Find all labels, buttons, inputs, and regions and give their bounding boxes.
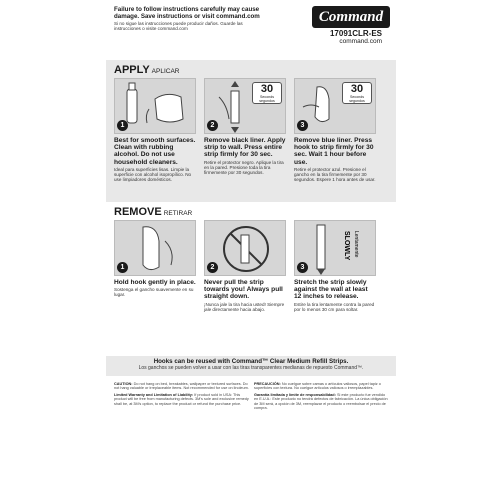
step-text: Remove black liner. Apply strip to wall. Press entire strip firmly for 30 sec.: [204, 137, 286, 159]
fine-print-english: CAUTION: Do not hang on bed, breakables, wallpaper or textured surfaces. Do not hang valuable or irreplaceable items. Not recommended for use on linoleum. Limited Warranty and Limitation of Liability: If product sold in USA: This product will be free from manufacturing defects. 3M's sole and exclusive remedy shall be, at 3M's option, to replace the product or refund the purchase price.: [114, 382, 249, 406]
apply-step-3: [294, 78, 376, 182]
step-text: Never pull the strip towards you! Always pull straight down.: [204, 279, 283, 301]
website: command.com: [339, 38, 382, 45]
apply-section: [106, 60, 396, 202]
instruction-card: [106, 0, 396, 500]
press-hook-illustration: [294, 78, 376, 134]
step-text: Remove blue liner. Press hook to strip firmly for 30 sec. Wait 1 hour before use.: [294, 137, 374, 166]
slowly-label-spanish: Lentamente: [353, 231, 359, 258]
step-number: 2: [207, 262, 218, 273]
timer-badge: 30 Seconds segundos: [342, 82, 372, 104]
press-strip-illustration: [204, 78, 286, 134]
step-number: 1: [117, 120, 128, 131]
command-logo: Command: [312, 6, 390, 28]
remove-title: REMOVE RETIRAR: [114, 206, 193, 218]
step-text-spanish: Retire el protector azul. Presione el gancho en la tira firmemente por 30 segundos. Espere 1 hora antes de usar.: [294, 166, 376, 183]
fine-print-spanish: PRECAUCIÓN: No cuelgue sobre camas o artículos valiosos, papel tapiz o superficies con textura. No cuelgue artículos valiosos o irremplazables. Garantía limitada y límite de responsabilidad: Si este producto fue vendido en E.U.A.: Este producto no tendrá defectos de fabricación. La única obligación de 3M será, a opción de 3M, reemplazar el producto o reembolsar el precio de compra.: [254, 382, 388, 411]
step-number: 3: [297, 120, 308, 131]
reuse-text: Hooks can be reused with Command™ Clear Medium Refill Strips.: [153, 358, 349, 365]
remove-section: [106, 202, 396, 354]
step-text-spanish: Sostenga el gancho suavemente en su lugar.: [114, 287, 194, 298]
step-text-spanish: Ideal para superficies lisas. Limpie la superficie con alcohol isopropílico. No use limpiadores domésticos.: [114, 166, 192, 183]
remove-step-3: [294, 220, 376, 312]
reuse-text-spanish: Los ganchos se pueden volver a usar con las tiras transparentes medianas de repuesto Command™.: [138, 365, 364, 371]
timer-badge: 30 Seconds segundos: [252, 82, 282, 104]
step-text: Hold hook gently in place.: [114, 279, 196, 286]
remove-step-1: [114, 220, 196, 298]
step-number: 3: [297, 262, 308, 273]
apply-step-1: [114, 78, 196, 182]
apply-step-2: [204, 78, 286, 175]
step-text: Stretch the strip slowly against the wall at least 12 inches to release.: [294, 279, 368, 301]
reuse-banner: [106, 356, 396, 376]
remove-step-2: [204, 220, 286, 312]
do-not-pull-illustration: [204, 220, 286, 276]
step-text: Best for smooth surfaces. Clean with rubbing alcohol. Do not use household cleaners.: [114, 137, 196, 166]
warning-text-spanish: Si no sigue las instrucciones puede producir daños. Guarde las instrucciones o visite command.com: [114, 21, 243, 32]
alcohol-wipe-illustration: [114, 78, 196, 134]
warning-text: Failure to follow instructions carefully may cause damage. Save instructions or visit command.com: [114, 6, 260, 20]
header: [114, 6, 390, 58]
product-code: 17091CLR-ES: [329, 29, 382, 38]
apply-title: APPLY APLICAR: [114, 64, 180, 76]
step-number: 1: [117, 262, 128, 273]
hold-hook-illustration: [114, 220, 196, 276]
slowly-label: SLOWLY: [343, 231, 350, 261]
step-text-spanish: Retire el protector negro. Aplique la tira en la pared. Presione toda la tira firmemente por 30 segundos.: [204, 159, 284, 176]
step-text-spanish: ¡Nunca jale la tira hacia usted! Siempre jale directamente hacia abajo.: [204, 301, 285, 312]
step-text-spanish: Estire la tira lentamente contra la pared por lo menos 30 cm para soltar.: [294, 301, 375, 312]
step-number: 2: [207, 120, 218, 131]
stretch-strip-illustration: [294, 220, 376, 276]
